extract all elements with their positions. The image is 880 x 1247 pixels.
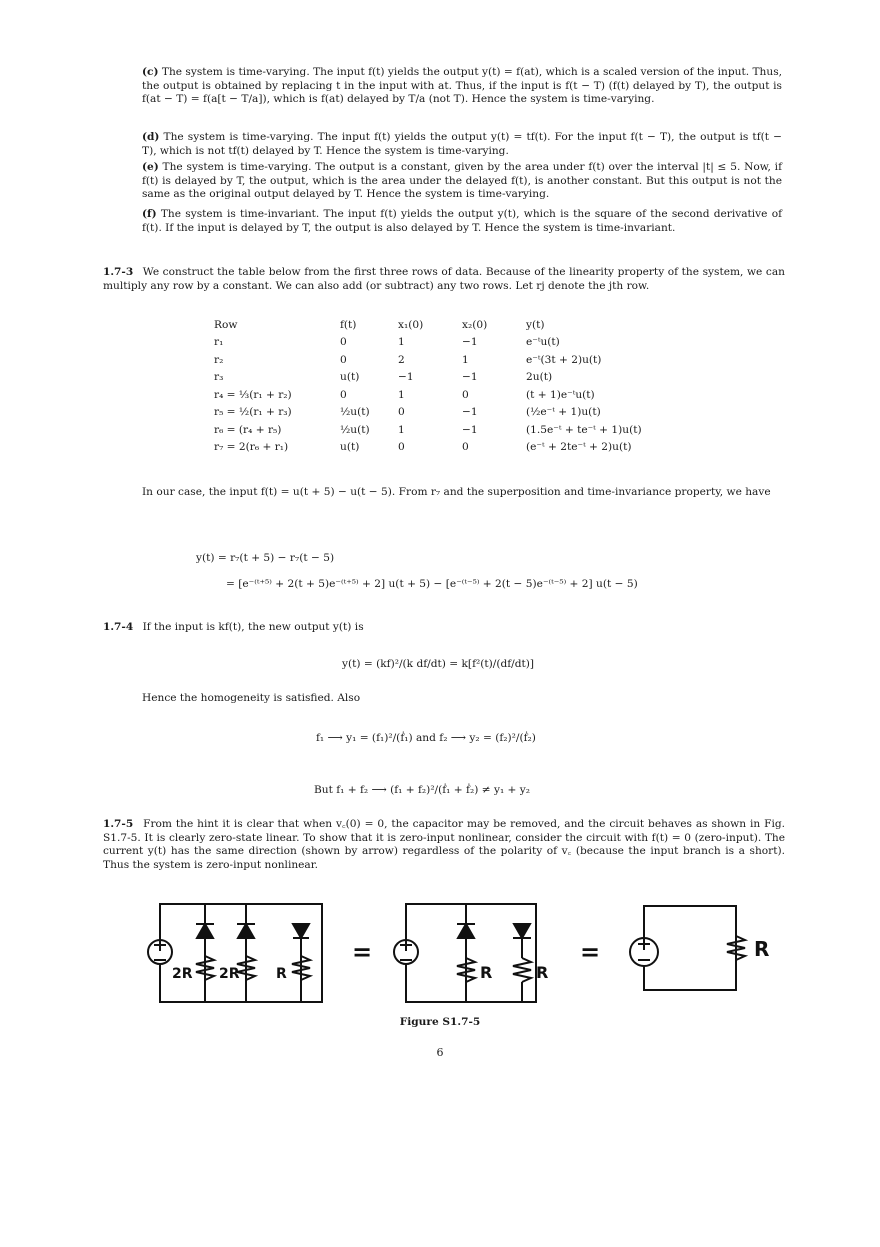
table-cell: 2u(t): [526, 371, 553, 384]
circuit-right: [630, 906, 745, 990]
homogeneity-text: Hence the homogeneity is satisfied. Also: [142, 692, 361, 704]
equation-line-2: = [e⁻⁽ᵗ⁺⁵⁾ + 2(t + 5)e⁻⁽ᵗ⁺⁵⁾ + 2] u(t + 5) − [e⁻⁽ᵗ⁻⁵⁾ + 2(t − 5)e⁻⁽ᵗ⁻⁵⁾ + 2] u(t − 5): [226, 578, 638, 590]
label-d: (d): [142, 131, 160, 143]
paragraph-c: [142, 66, 782, 107]
table-cell: −1: [462, 406, 478, 419]
data-table: [214, 316, 686, 456]
table-header-row: [214, 316, 686, 334]
table-header: f(t): [340, 318, 357, 331]
table-cell: u(t): [340, 441, 360, 454]
equivalence-sign-1: =: [352, 938, 373, 966]
table-cell: r₂: [214, 353, 224, 366]
table-cell: (e⁻ᵗ + 2te⁻ᵗ + 2)u(t): [526, 441, 632, 454]
section-1-7-4: [103, 621, 785, 635]
paragraph-f: [142, 208, 782, 235]
equation-additivity: f₁ ⟶ y₁ = (f₁)²/(ḟ₁) and f₂ ⟶ y₂ = (f₂)²/(ḟ₂): [316, 732, 536, 744]
table-cell: r₅ = ½(r₁ + r₃): [214, 406, 292, 419]
table-cell: (½e⁻ᵗ + 1)u(t): [526, 406, 601, 419]
section-text: If the input is kf(t), the new output y(t) is: [142, 621, 364, 633]
table-cell: 0: [462, 441, 469, 454]
after-table-text: In our case, the input f(t) = u(t + 5) − u(t − 5). From r₇ and the superposition and time-invariance property, we have: [142, 486, 771, 498]
paragraph-d: [142, 131, 782, 158]
label-2R-a: 2R: [172, 966, 193, 982]
equation-line-1: y(t) = r₇(t + 5) − r₇(t − 5): [196, 552, 335, 564]
table-cell: ½u(t): [340, 423, 370, 436]
section-text: We construct the table below from the first three rows of data. Because of the linearity property of the system, we can multiply any row by a constant. We can also add (or subtract) any two rows. Let rj denote the jth row.: [103, 266, 785, 292]
table-cell: (t + 1)e⁻ᵗu(t): [526, 388, 595, 401]
table-cell: r₆ = (r₄ + r₅): [214, 423, 282, 436]
text-c: The system is time-varying. The input f(t) yields the output y(t) = f(at), which is a scaled version of the input. Thus, the output is obtained by replacing t in the input with at. Thus, if the input is f(t − T) (f(t) delayed by T), the output is f(at − T) = f(a[t − T/a]), which is f(at) delayed by T/a (not T). Hence the system is time-varying.: [142, 66, 782, 106]
table-header: Row: [214, 318, 238, 331]
table-cell: 0: [340, 388, 347, 401]
table-cell: 0: [398, 441, 405, 454]
table-row: [214, 334, 686, 352]
section-text: From the hint it is clear that when v꜀(0) = 0, the capacitor may be removed, and the circuit behaves as shown in Fig. S1.7-5. It is clearly zero-state linear. To show that it is zero-input nonlinear, consider the circuit with f(t) = 0 (zero-input). The current y(t) has the same direction (shown by arrow) regardless of the polarity of v꜀ (because the input branch is a short). Thus the system is zero-input nonlinear.: [103, 818, 785, 871]
label-R-b: R: [480, 963, 493, 982]
table-cell: r₃: [214, 371, 224, 384]
table-row: [214, 421, 686, 439]
figure-caption: Figure S1.7-5: [399, 1016, 481, 1028]
label-R-d: R: [754, 937, 770, 961]
text-e: The system is time-varying. The output is a constant, given by the area under f(t) over the interval |t| ≤ 5. Now, if f(t) is delayed by T, the output, which is the area under the delayed f(t), is another constant. But this output is not the same as the original output delayed by T. Hence the system is time-varying.: [142, 161, 782, 201]
label-2R-b: 2R: [219, 966, 240, 982]
paragraph-e: [142, 161, 782, 202]
label-e: (e): [142, 161, 159, 173]
table-cell: 0: [398, 406, 405, 419]
table-cell: 1: [398, 388, 405, 401]
section-1-7-5: [103, 818, 785, 872]
text-d: The system is time-varying. The input f(t) yields the output y(t) = tf(t). For the input f(t − T), the output is tf(t − T), which is not tf(t) delayed by T. Hence the system is time-varying.: [142, 131, 782, 157]
table-header: x₁(0): [398, 318, 424, 331]
table-cell: 0: [340, 353, 347, 366]
table-cell: r₁: [214, 336, 224, 349]
table-header: y(t): [526, 318, 545, 331]
table-cell: ½u(t): [340, 406, 370, 419]
table-row: [214, 439, 686, 457]
table-cell: (1.5e⁻ᵗ + te⁻ᵗ + 1)u(t): [526, 423, 642, 436]
table-cell: 2: [398, 353, 405, 366]
table-cell: u(t): [340, 371, 360, 384]
table-cell: −1: [398, 371, 414, 384]
page-number: 6: [436, 1046, 444, 1059]
table-cell: 1: [398, 336, 405, 349]
table-cell: 0: [340, 336, 347, 349]
table-row: [214, 369, 686, 387]
label-R-a: R: [276, 966, 287, 982]
section-number: 1.7-3: [103, 266, 134, 278]
equation-but: But f₁ + f₂ ⟶ (f₁ + f₂)²/(ḟ₁ + ḟ₂) ≠ y₁ + y₂: [314, 784, 531, 796]
table-row: [214, 404, 686, 422]
table-cell: 1: [398, 423, 405, 436]
circuit-middle: [394, 904, 536, 1002]
section-1-7-3: [103, 266, 785, 293]
circuit-figure: [140, 896, 790, 1012]
table-cell: −1: [462, 336, 478, 349]
table-cell: 0: [462, 388, 469, 401]
table-cell: r₄ = ⅓(r₁ + r₂): [214, 388, 292, 401]
table-cell: e⁻ᵗ(3t + 2)u(t): [526, 353, 602, 366]
section-number: 1.7-5: [103, 818, 134, 830]
table-cell: 1: [462, 353, 469, 366]
equivalence-sign-2: =: [580, 938, 601, 966]
table-header: x₂(0): [462, 318, 488, 331]
circuit-left: [148, 904, 322, 1002]
label-f: (f): [142, 208, 157, 220]
table-cell: −1: [462, 423, 478, 436]
section-number: 1.7-4: [103, 621, 134, 633]
table-row: [214, 386, 686, 404]
text-f: The system is time-invariant. The input f(t) yields the output y(t), which is the square of the second derivative of f(t). If the input is delayed by T, the output is also delayed by T. Hence the system is time-invariant.: [142, 208, 782, 234]
table-cell: e⁻ᵗu(t): [526, 336, 560, 349]
table-cell: −1: [462, 371, 478, 384]
label-R-c: R: [536, 963, 549, 982]
label-c: (c): [142, 66, 159, 78]
table-row: [214, 351, 686, 369]
equation-homogeneity: y(t) = (kf)²/(k df/dt) = k[f²(t)/(df/dt)]: [342, 658, 535, 670]
table-cell: r₇ = 2(r₆ + r₁): [214, 441, 289, 454]
